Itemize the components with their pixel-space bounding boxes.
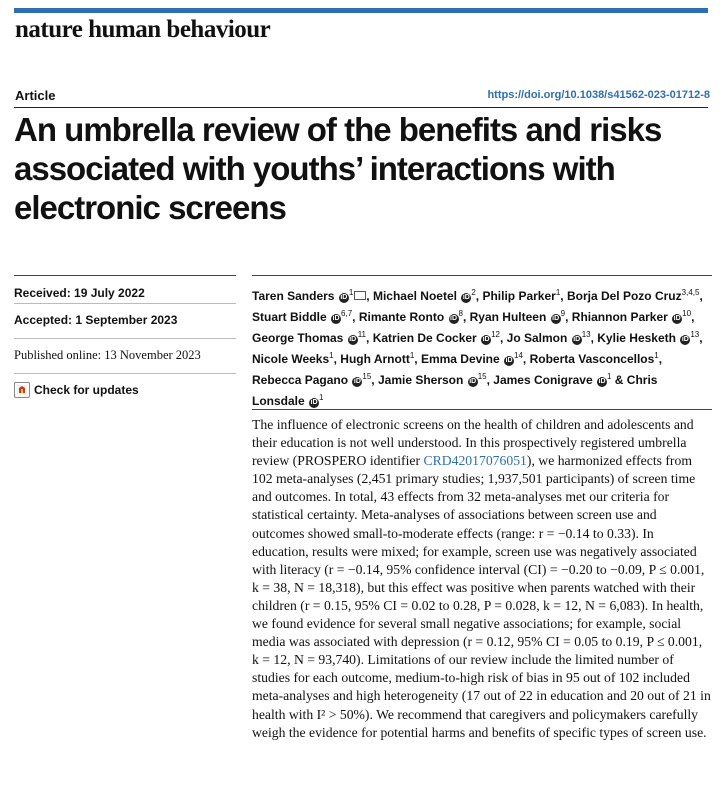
affiliation-superscript: 1	[409, 351, 415, 360]
orcid-icon[interactable]: iD	[673, 315, 681, 322]
author-name[interactable]: Borja Del Pozo Cruz	[566, 289, 682, 303]
author-name[interactable]: Jamie Sherson	[377, 373, 464, 387]
author-name[interactable]: Rhiannon Parker	[571, 310, 668, 324]
orcid-icon[interactable]: iD	[462, 294, 470, 301]
orcid-icon[interactable]: iD	[598, 378, 606, 385]
doi-link[interactable]: https://doi.org/10.1038/s41562-023-01712-8	[487, 89, 710, 101]
author-name[interactable]: Taren Sanders	[252, 289, 335, 303]
author-name[interactable]: Rebecca Pagano	[252, 373, 349, 387]
author-name[interactable]: Chris Lonsdale	[252, 373, 658, 408]
author-name[interactable]: Katrien De Cocker	[372, 331, 477, 345]
affiliation-superscript: 10	[682, 309, 692, 318]
abstract-part-1: The influence of electronic screens on the health of children and adolescents and their education is not well understood. In this prospectively registered umbrella review (PROSPERO identifier	[252, 417, 694, 469]
orcid-icon[interactable]: iD	[573, 336, 581, 343]
article-dates	[14, 275, 236, 398]
affiliation-superscript: 12	[491, 330, 500, 339]
affiliation-superscript: 15	[362, 372, 372, 381]
published-date: Published online: 13 November 2023	[14, 346, 236, 374]
author-name[interactable]: Michael Noetel	[372, 289, 457, 303]
article-title: An umbrella review of the benefits and risks associated with youths’ interactions with electronic screens	[14, 111, 662, 226]
authors-text: Taren Sanders $iD^1$ , Michael Noetel $iD^2$, Philip Parker$^1$, Borja Del Pozo Cruz$^{3,4,5}$, Stuart Biddle iD$^{6,7}$, Rimante Ronto $iD^8$, Ryan Hulteen $iD^9$, Rhiannon Parker $iD^{10}$, George Thomas $iD^{11}$, Katrien De Cocker $iD^{12}$, Jo Salmon $iD^{13}$, Kylie Hesketh $iD^{13}$, Nicole Weeks$^1$, Hugh Arnott$^1$, Emma Devine $iD^{14}$, Roberta Vasconcellos$^1$, Rebecca Pagano $iD^{15}$, Jamie Sherson $iD^{15}$, James Conigrave $iD^1$ & Chris Lonsdale $iD^1$	[252, 288, 703, 408]
author-name[interactable]: Jo Salmon	[506, 331, 568, 345]
check-updates-label: Check for updates	[34, 383, 139, 397]
orcid-icon[interactable]: iD	[353, 378, 361, 385]
prospero-link[interactable]: CRD42017076051	[423, 453, 527, 469]
article-type-label: Article	[15, 88, 56, 103]
email-icon[interactable]	[354, 291, 366, 300]
received-date: Received: 19 July 2022	[14, 275, 236, 304]
affiliation-superscript: 1	[607, 372, 612, 381]
author-name[interactable]: James Conigrave	[493, 373, 593, 387]
affiliation-superscript: 1	[329, 351, 334, 360]
journal-name: nature human behaviour	[15, 16, 271, 43]
orcid-icon[interactable]: iD	[310, 399, 318, 406]
check-updates-icon	[14, 382, 30, 398]
affiliation-superscript: 13	[690, 330, 700, 339]
orcid-icon[interactable]: iD	[552, 315, 560, 322]
affiliation-superscript: 2	[471, 288, 476, 297]
affiliation-superscript: 1	[555, 288, 561, 297]
journal-top-bar	[14, 8, 708, 13]
orcid-icon[interactable]: iD	[482, 336, 490, 343]
orcid-icon[interactable]: iD	[450, 315, 457, 322]
affiliation-superscript: 11	[357, 330, 367, 339]
affiliation-superscript: 9	[560, 309, 566, 318]
author-name[interactable]: Roberta Vasconcellos	[529, 352, 655, 366]
orcid-icon[interactable]: iD	[340, 294, 348, 301]
affiliation-superscript: 3,4,5	[681, 288, 700, 297]
abstract-part-2: ), we harmonized effects from 102 meta-analyses (2,451 primary studies; 1,937,501 participants) of screen time and outcomes. In total, 43 effects from 32 meta-analyses met our criteria for statistical certainty. Meta-analyses of associations between screen use and outcomes showed small-to-moderate effects (range: r = −0.14 to 0.33). In education, results were mixed; for example, screen use was negatively associated with literacy (r = −0.14, 95% confidence interval (CI) = −0.20 to −0.09, P ≤ 0.001, k = 38, N = 18,318), but this effect was positive when parents watched with their children (r = 0.15, 95% CI = 0.02 to 0.28, P = 0.028, k = 12, N = 6,083). In health, we found evidence for several small negative associations; for example, social media was associated with depression (r = 0.12, 95% CI = 0.05 to 0.19, P ≤ 0.001, k = 12, N = 93,740). Limitations of our review include the limited number of studies for each outcome, medium-to-high risk of bias in 95 out of 102 included meta-analyses and high heterogeneity (17 out of 22 in education and 20 out of 21 in health with I² > 50%). We recommend that caregivers and policymakers carefully weigh the evidence for potential harms and benefits of specific types of screen use.	[252, 453, 711, 740]
affiliation-superscript: 13	[581, 330, 591, 339]
affiliation-superscript: 1	[319, 393, 324, 402]
orcid-icon[interactable]: iD	[681, 336, 689, 343]
author-name[interactable]: Hugh Arnott	[340, 352, 410, 366]
author-name[interactable]: Kylie Hesketh	[597, 331, 676, 345]
affiliation-superscript: 15	[477, 372, 487, 381]
check-for-updates-button[interactable]	[14, 381, 236, 398]
orcid-icon[interactable]: iD	[469, 378, 477, 385]
author-name[interactable]: Nicole Weeks	[252, 352, 330, 366]
affiliation-superscript: 6,7	[341, 309, 353, 318]
orcid-icon[interactable]: iD	[349, 336, 357, 343]
author-name[interactable]: Emma Devine	[420, 352, 500, 366]
abstract-text	[252, 416, 712, 742]
header-divider	[14, 107, 708, 108]
affiliation-superscript: 1	[348, 288, 354, 297]
author-name[interactable]: Rimante Ronto	[358, 310, 445, 324]
orcid-icon[interactable]: iD	[332, 315, 340, 322]
affiliation-superscript: 8	[458, 309, 463, 318]
abstract-section	[252, 409, 712, 742]
author-name[interactable]: Philip Parker	[482, 289, 556, 303]
affiliation-superscript: 14	[514, 351, 523, 360]
author-name[interactable]: Ryan Hulteen	[469, 310, 547, 324]
author-name[interactable]: Stuart Biddle	[252, 310, 327, 324]
orcid-icon[interactable]: iD	[505, 357, 513, 364]
author-name[interactable]: George Thomas	[252, 331, 344, 345]
affiliation-superscript: 1	[654, 351, 659, 360]
accepted-date: Accepted: 1 September 2023	[14, 311, 236, 339]
author-list	[252, 275, 712, 410]
